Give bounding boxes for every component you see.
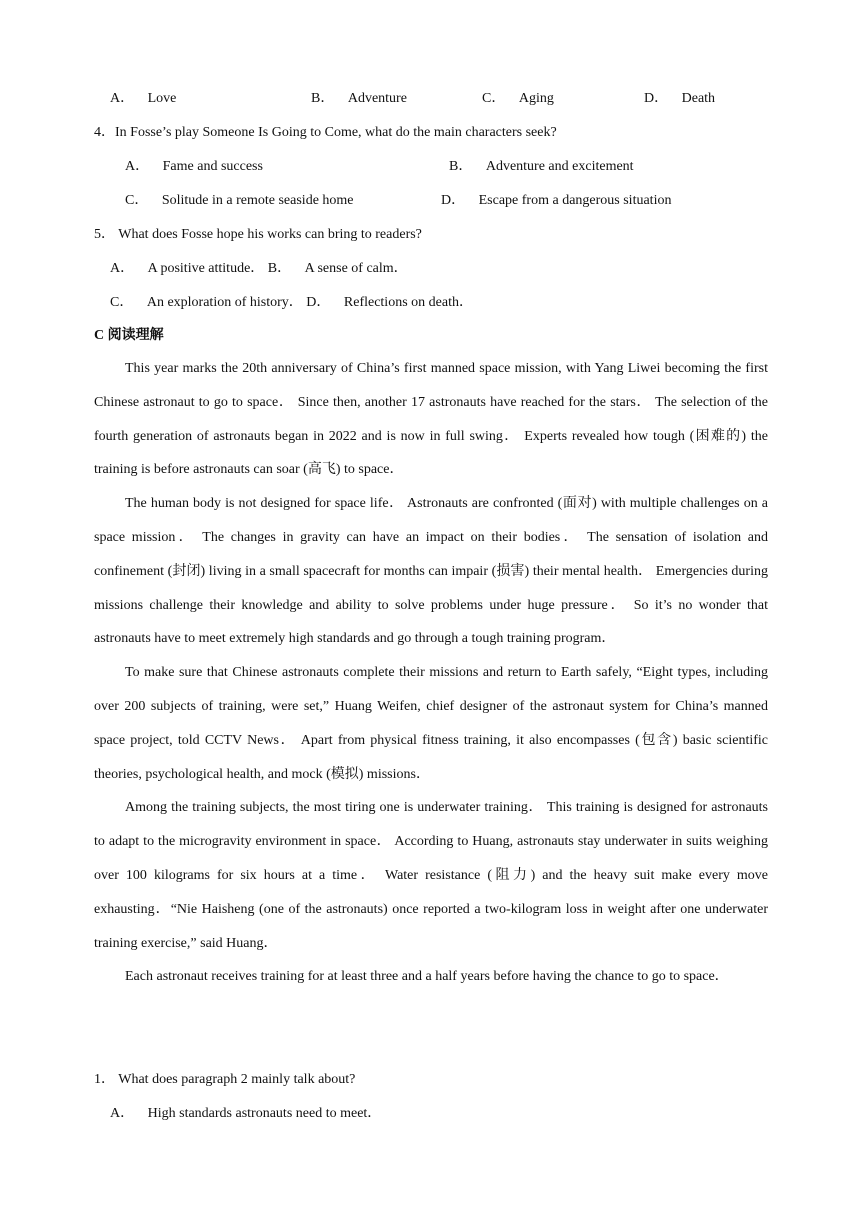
question-4-stem: 4．In Fosse’s play Someone Is Going to Come, what do the main characters seek? — [94, 125, 557, 140]
option-letter: C． — [482, 91, 506, 106]
q5-option-a-text: A positive attitude． — [147, 261, 265, 276]
passage-paragraph-3: To make sure that Chinese astronauts complete their missions and return to Earth safely, “Eight types, including over 200 subjects of training, were set,” Huang Weifen, chief designer of the astronaut system for China’s manned space project, told CCTV News． Apart from physical fitness training, it also encompasses (包含) basic scientific theories, psychological health, and mock (模拟) missions． — [94, 665, 768, 782]
passage-paragraph-1: This year marks the 20th anniversary of China’s first manned space mission, with Yang Liwei becoming the first Chinese astronaut to go to space． Since then, another 17 astronauts have reached for the stars． The selection of the fourth generation of astronauts began in 2022 and is now in full swing． Experts revealed how tough (困难的) the training is before astronauts can soar (高飞) to space． — [94, 361, 768, 478]
q5-options-row-1 — [110, 262, 408, 276]
prev-option-c — [482, 92, 554, 106]
section-c-heading: C 阅读理解 — [94, 328, 164, 343]
prev-option-b — [311, 92, 407, 106]
passage-paragraph-2: The human body is not designed for space life． Astronauts are confronted (面对) with multiple challenges on a space mission． The changes in gravity can have an impact on their bodies． The sensation of isolation and confinement (封闭) living in a small spacecraft for months can impair (损害) their mental health． Emergencies during missions challenge their knowledge and ability to solve problems under huge pressure． So it’s no wonder that astronauts have to meet extremely high standards and go through a tough training program． — [94, 496, 768, 647]
option-letter: D． — [441, 193, 466, 208]
q5-option-d-text: Reflections on death． — [343, 295, 473, 310]
q1-option-a — [110, 1107, 381, 1121]
option-text: Escape from a dangerous situation — [478, 193, 672, 208]
option-text: Adventure — [347, 91, 407, 106]
q4-option-a — [125, 160, 263, 174]
option-letter: A． — [110, 91, 135, 106]
passage-paragraph-4: Among the training subjects, the most tiring one is underwater training． This training is designed for astronauts to adapt to the microgravity environment in space． According to Huang, astronauts stay underwater in suits weighing over 100 kilograms for six hours at a time． Water resistance (阻力) and the heavy suit make every move exhausting．“Nie Haisheng (one of the astronauts) once reported a two-kilogram loss in weight after one underwater training exercise,” said Huang． — [94, 800, 768, 951]
option-text: Aging — [518, 91, 554, 106]
reading-passage — [94, 352, 768, 994]
q5-option-b-letter: B． — [267, 261, 292, 276]
question-1-stem: 1． What does paragraph 2 mainly talk about? — [94, 1072, 356, 1087]
option-letter: B． — [449, 159, 473, 174]
option-text: Solitude in a remote seaside home — [161, 193, 354, 208]
option-letter: C． — [125, 193, 149, 208]
prev-option-a — [110, 92, 176, 106]
q5-option-c-text: An exploration of history． — [146, 295, 303, 310]
option-letter: A． — [125, 159, 150, 174]
option-text: High standards astronauts need to meet． — [147, 1106, 382, 1121]
option-text: Death — [681, 91, 716, 106]
option-letter: B． — [311, 91, 335, 106]
q4-option-d — [441, 194, 671, 208]
passage-paragraph-5: Each astronaut receives training for at least three and a half years before having the chance to go to space． — [125, 969, 729, 985]
q5-option-d-letter: D． — [306, 295, 331, 310]
option-text: Fame and success — [162, 159, 263, 174]
question-5-stem: 5． What does Fosse hope his works can bring to readers? — [94, 227, 422, 242]
q5-option-c-letter: C． — [110, 295, 134, 310]
q5-option-b-text: A sense of calm． — [304, 261, 408, 276]
option-text: Love — [147, 91, 177, 106]
q4-option-c — [125, 194, 354, 208]
option-letter: A． — [110, 1106, 135, 1121]
prev-option-d — [644, 92, 715, 106]
option-letter: D． — [644, 91, 669, 106]
q4-option-b — [449, 160, 634, 174]
q5-option-a-letter: A． — [110, 261, 135, 276]
option-text: Adventure and excitement — [485, 159, 634, 174]
q5-options-row-2 — [110, 296, 473, 310]
